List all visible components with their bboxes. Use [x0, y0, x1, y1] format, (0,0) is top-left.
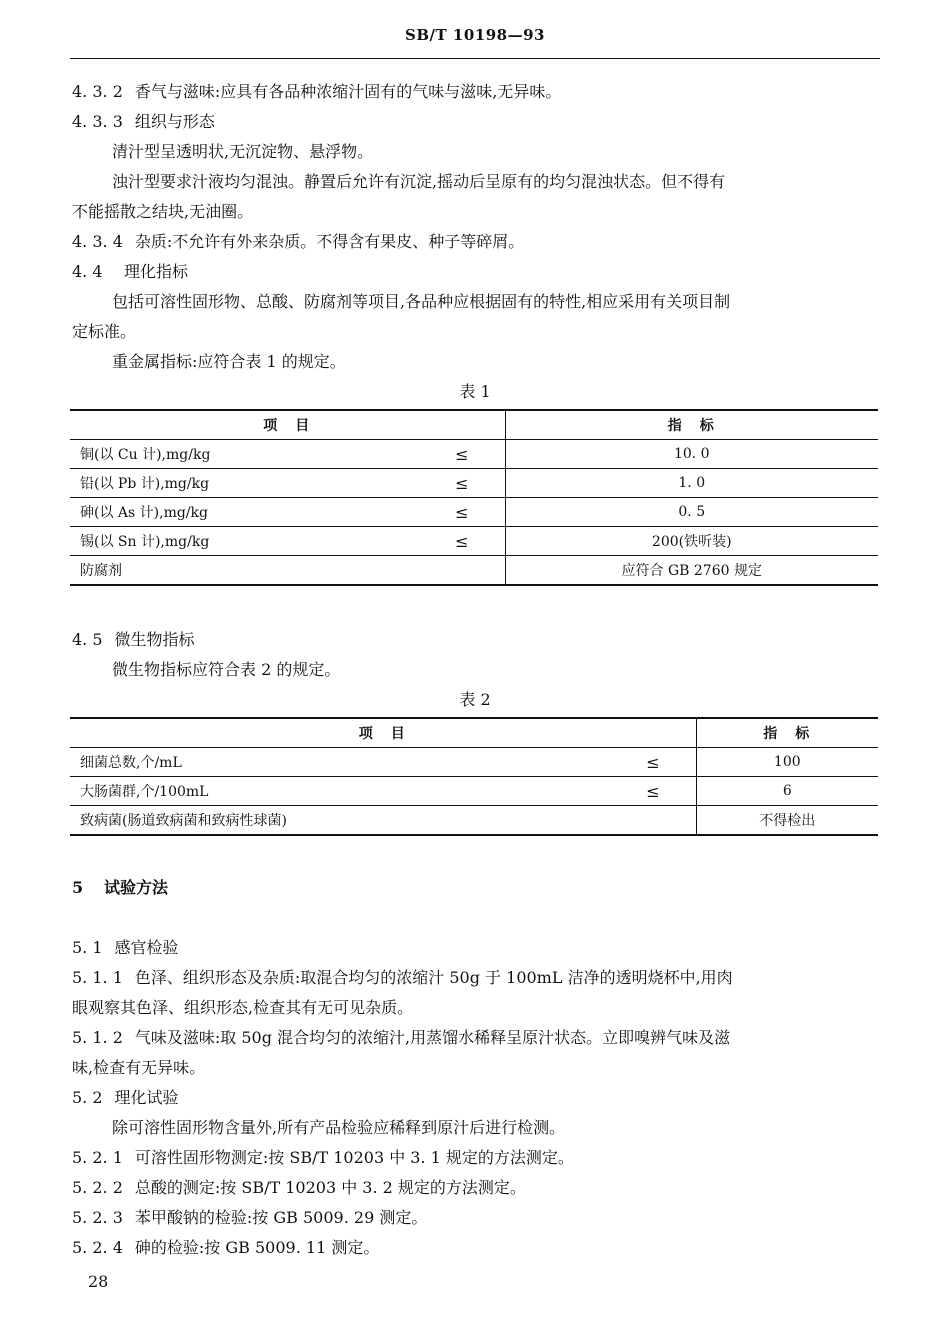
clause-number: 5. 2. 2	[72, 1178, 123, 1197]
paragraph-line: 微生物指标应符合表 2 的规定。	[112, 660, 341, 679]
clause-number: 5. 1. 1	[72, 968, 123, 987]
clause-text: 总酸的测定:按 SB/T 10203 中 3. 2 规定的方法测定。	[134, 1178, 526, 1197]
table-row	[70, 748, 878, 777]
clause-number: 4. 3. 3	[72, 112, 123, 131]
paragraph-line: 眼观察其色泽、组织形态,检查其有无可见杂质。	[72, 998, 414, 1017]
header-item: 项 目	[70, 410, 505, 440]
row-symbol	[419, 556, 506, 586]
clause-number: 5. 1	[72, 938, 103, 957]
table-row	[70, 527, 878, 556]
row-item: 锡(以 Sn 计),mg/kg	[70, 527, 419, 556]
row-item: 大肠菌群,个/100mL	[70, 777, 610, 806]
clause-text: 理化试验	[114, 1088, 179, 1107]
clause-5-2	[72, 1088, 179, 1108]
row-value: 10. 0	[505, 440, 878, 469]
row-value: 6	[696, 777, 878, 806]
clause-number: 5. 2. 1	[72, 1148, 123, 1167]
row-value: 200(铁听装)	[505, 527, 878, 556]
row-item: 铜(以 Cu 计),mg/kg	[70, 440, 419, 469]
section-5-heading	[72, 878, 168, 898]
header-item: 项 目	[70, 718, 696, 748]
clause-title: 微生物指标	[114, 630, 195, 649]
row-value: 应符合 GB 2760 规定	[505, 556, 878, 586]
clause-number: 4. 3. 2	[72, 82, 123, 101]
clause-text: 气味及滋味:取 50g 混合均匀的浓缩汁,用蒸馏水稀释呈原汁状态。立即嗅辨气味及滋	[134, 1028, 731, 1047]
table-1-caption: 表 1	[459, 382, 491, 401]
clause-text: 砷的检验:按 GB 5009. 11 测定。	[134, 1238, 380, 1257]
clause-number: 5. 1. 2	[72, 1028, 123, 1047]
paragraph-line: 除可溶性固形物含量外,所有产品检验应稀释到原汁后进行检测。	[112, 1118, 566, 1137]
clause-text: 杂质:不允许有外来杂质。不得含有果皮、种子等碎屑。	[134, 232, 525, 251]
table-2-caption: 表 2	[459, 690, 491, 709]
clause-number: 4. 3. 4	[72, 232, 123, 251]
clause-5-2-2	[72, 1178, 526, 1198]
row-symbol: ≤	[419, 498, 506, 527]
row-symbol: ≤	[419, 440, 506, 469]
clause-4-4	[72, 262, 188, 282]
clause-5-1-2	[72, 1028, 730, 1048]
clause-4-3-3	[72, 112, 215, 132]
clause-number: 5. 2	[72, 1088, 103, 1107]
clause-text: 苯甲酸钠的检验:按 GB 5009. 29 测定。	[134, 1208, 428, 1227]
clause-5-2-3	[72, 1208, 427, 1228]
row-item: 细菌总数,个/mL	[70, 748, 610, 777]
clause-text: 组织与形态	[134, 112, 215, 131]
clause-4-3-4	[72, 232, 524, 252]
table-row	[70, 556, 878, 586]
row-symbol: ≤	[610, 748, 697, 777]
paragraph-line: 不能摇散之结块,无油圈。	[72, 202, 254, 221]
paragraph-line: 清汁型呈透明状,无沉淀物、悬浮物。	[112, 142, 374, 161]
table-2	[70, 717, 878, 836]
table-row	[70, 469, 878, 498]
clause-text: 香气与滋味:应具有各品种浓缩汁固有的气味与滋味,无异味。	[134, 82, 562, 101]
clause-text: 感官检验	[114, 938, 179, 957]
clause-text: 色泽、组织形态及杂质:取混合均匀的浓缩汁 50g 于 100mL 洁净的透明烧杯中,用肉	[134, 968, 733, 987]
section-title: 试验方法	[104, 878, 169, 897]
page-number: 28	[88, 1272, 109, 1291]
table-header-row	[70, 718, 878, 748]
header-value: 指 标	[696, 718, 878, 748]
clause-text: 理化指标	[124, 262, 189, 281]
row-item: 铅(以 Pb 计),mg/kg	[70, 469, 419, 498]
clause-5-2-1	[72, 1148, 574, 1168]
paragraph-line: 味,检查有无异味。	[72, 1058, 206, 1077]
header-value: 指 标	[505, 410, 878, 440]
row-symbol: ≤	[419, 527, 506, 556]
header-rule	[70, 58, 880, 59]
row-value: 0. 5	[505, 498, 878, 527]
clause-number: 4. 5	[72, 630, 103, 649]
paragraph-line: 重金属指标:应符合表 1 的规定。	[112, 352, 346, 371]
row-item: 砷(以 As 计),mg/kg	[70, 498, 419, 527]
table-row	[70, 806, 878, 836]
clause-number: 4. 4	[72, 262, 103, 281]
row-item: 防腐剂	[70, 556, 419, 586]
clause-number: 5. 2. 3	[72, 1208, 123, 1227]
row-value: 100	[696, 748, 878, 777]
paragraph-line: 定标准。	[72, 322, 137, 341]
table-header-row	[70, 410, 878, 440]
row-value: 不得检出	[696, 806, 878, 836]
clause-5-1-1	[72, 968, 733, 988]
clause-text: 可溶性固形物测定:按 SB/T 10203 中 3. 1 规定的方法测定。	[134, 1148, 574, 1167]
table-row	[70, 498, 878, 527]
standard-code-header: SB/T 10198—93	[405, 26, 545, 44]
paragraph-line: 包括可溶性固形物、总酸、防腐剂等项目,各品种应根据固有的特性,相应采用有关项目制	[112, 292, 731, 311]
clause-4-5	[72, 630, 195, 650]
row-symbol: ≤	[419, 469, 506, 498]
clause-number: 5. 2. 4	[72, 1238, 123, 1257]
row-symbol	[610, 806, 697, 836]
clause-5-2-4	[72, 1238, 379, 1258]
row-symbol: ≤	[610, 777, 697, 806]
row-value: 1. 0	[505, 469, 878, 498]
section-number: 5	[72, 878, 84, 897]
clause-4-3-2	[72, 82, 561, 102]
paragraph-line: 浊汁型要求汁液均匀混浊。静置后允许有沉淀,摇动后呈原有的均匀混浊状态。但不得有	[112, 172, 726, 191]
table-row	[70, 777, 878, 806]
row-item: 致病菌(肠道致病菌和致病性球菌)	[70, 806, 610, 836]
table-row	[70, 440, 878, 469]
table-1	[70, 409, 878, 586]
clause-5-1	[72, 938, 179, 958]
